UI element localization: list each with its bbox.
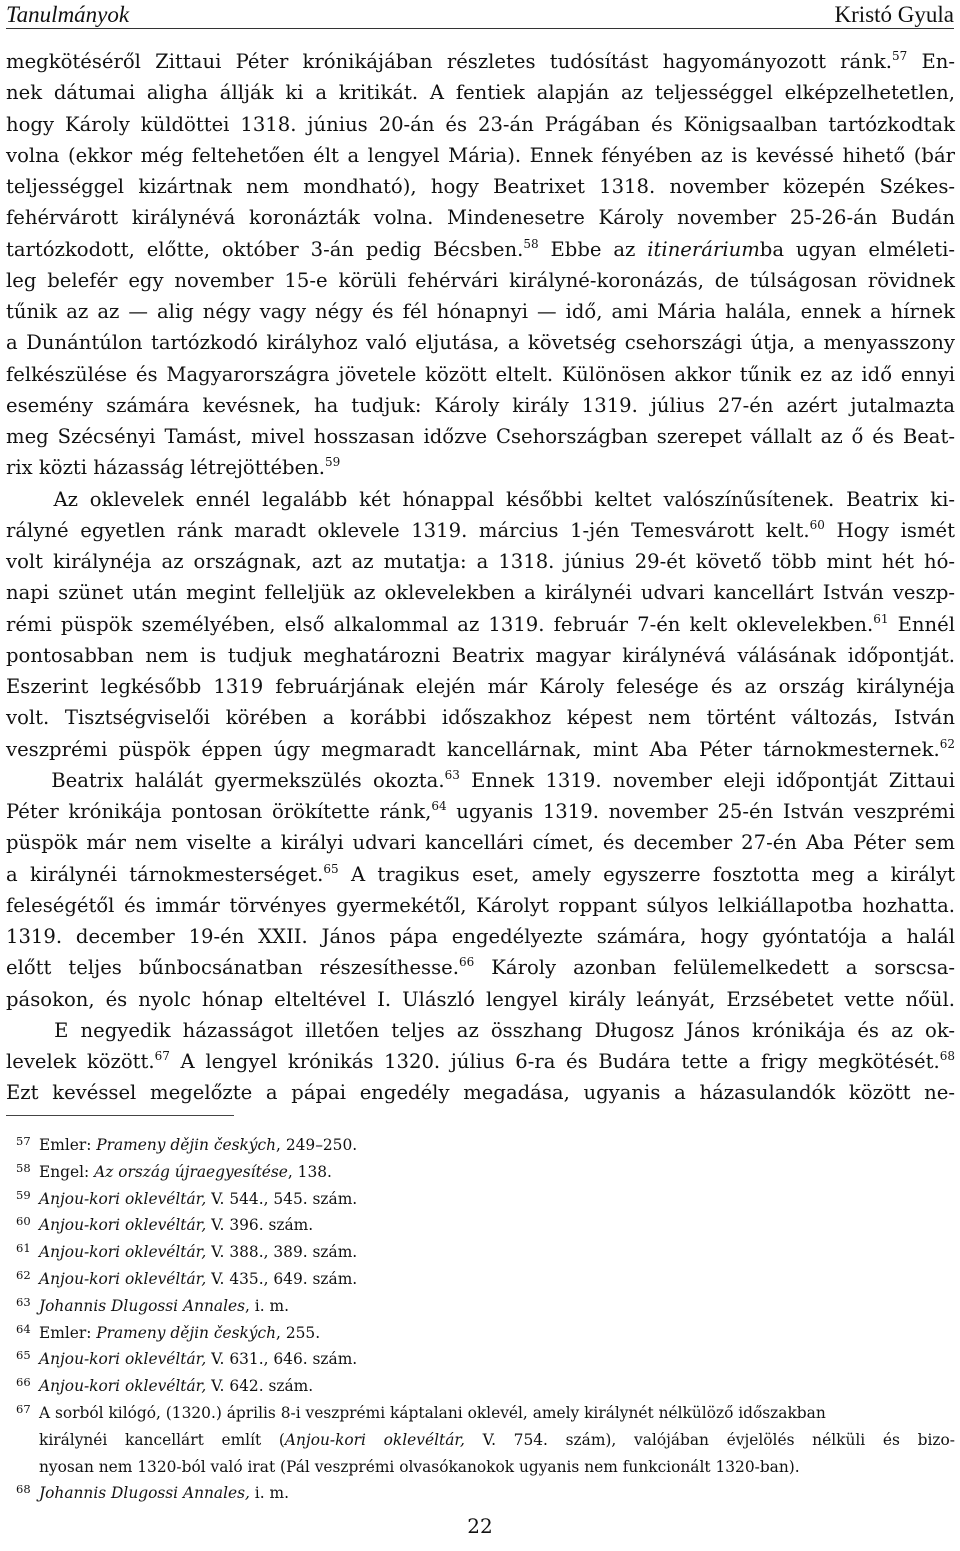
- footnote-reference-detail: V. 642. szám.: [206, 1377, 314, 1396]
- line-text: tűnik az az — alig négy vagy négy és fél hónapnyi — idő, ami Mária halála, ennek a hírnek: [6, 300, 955, 323]
- footnote-reference-detail: V. 388., 389. szám.: [206, 1243, 358, 1262]
- footnote-number: 67: [16, 1401, 31, 1416]
- line-text: A tragikus eset, amely egyszerre fosztotta meg a királyt: [338, 862, 956, 886]
- footnote: [6, 1266, 955, 1293]
- text-line: [6, 1015, 955, 1046]
- footnote-text: [39, 1400, 955, 1427]
- line-text: E negyedik házasságot illetően teljes az összhang Długosz János krónikája és az ok-: [6, 1018, 955, 1042]
- text-line: [6, 765, 955, 796]
- footnote-source-title: Prameny dějin českých: [96, 1323, 277, 1342]
- footnote: [6, 1159, 955, 1186]
- text-line: [6, 109, 955, 140]
- line-text: Eszerint legkésőbb 1319 februárjának elején már Károly felesége és az ország királynéja: [6, 675, 955, 698]
- footnote-number: 57: [16, 1134, 31, 1148]
- line-text: volna (ekkor még feltehetően élt a lengyel Mária). Ennek fényében az is kevéssé hihető (bár: [6, 143, 955, 167]
- footnote-number: 66: [16, 1375, 31, 1390]
- text-line: [6, 577, 955, 608]
- footnote-reference[interactable]: 61: [873, 611, 889, 626]
- text-line: [6, 1046, 955, 1077]
- footnote: [6, 1212, 955, 1239]
- footnote-reference-detail: V. 435., 649. szám.: [206, 1269, 358, 1288]
- line-text: Hogy ismét: [824, 518, 955, 542]
- line-text: Károly azonban felülemelkedett a sorscsa-: [474, 956, 955, 980]
- footnote-continuation: [39, 1427, 955, 1454]
- footnote-continuation: nyosan nem 1320-ból való irat (Pál veszprémi olvasókanokok ugyanis nem funkcionált 1320-ban).: [39, 1457, 800, 1476]
- line-text: nek dátumai aligha állják ki a kritikát. A fentiek alapján az teljességgel elképzelhetetlen,: [6, 81, 955, 105]
- footnote-reference[interactable]: 57: [891, 49, 908, 63]
- line-text: hogy Károly küldöttei 1318. június 20-án és 23-án Prágában és Königsaalban tartózkodtak: [6, 112, 955, 136]
- text-line: [6, 452, 955, 483]
- footnote-text: V. 754. szám), valójában évjelölés nélküli és bizo-: [464, 1430, 955, 1449]
- text-line: [6, 515, 955, 546]
- line-text: fehérvárott királynévá koronázták volna. Mindenesetre Károly november 25-26-án Budán: [6, 206, 955, 230]
- line-text: rályné egyetlen ránk maradt oklevele 1319. március 1-jén Temesvárott kelt.: [6, 518, 810, 542]
- footnotes: [6, 1132, 955, 1507]
- footnote-reference[interactable]: 68: [939, 1049, 955, 1063]
- footnote-source-title: Anjou-kori oklevéltár,: [39, 1377, 207, 1396]
- footnote-reference-detail: , i. m.: [245, 1296, 289, 1315]
- text-line: [6, 890, 955, 921]
- footnote-source-title: Anjou-kori oklevéltár,: [39, 1243, 207, 1262]
- footnote-reference-detail: V. 631., 646. szám.: [206, 1350, 358, 1369]
- footnote-reference-detail: , 249–250.: [276, 1136, 358, 1154]
- footnote-text: [39, 1373, 955, 1400]
- line-text: En-: [907, 50, 955, 73]
- footnote-source-title: Anjou-kori oklevéltár,: [284, 1430, 465, 1449]
- footnote-reference[interactable]: 65: [323, 861, 339, 876]
- line-text: feleségétől és immár törvényes gyermekétől, Károlyt roppant súlyos lelkiállapotba hozhatta.: [6, 893, 955, 917]
- footnote-reference-detail: V. 544., 545. szám.: [206, 1189, 358, 1208]
- italic-term: itinerárium: [647, 237, 760, 261]
- footnote-reference[interactable]: 63: [444, 767, 460, 782]
- line-text: ugyanis 1319. november 25-én István veszprémi: [446, 800, 955, 823]
- line-text: volt. Tisztségviselői körében a korábbi időszakhoz képest nem történt változás, István: [6, 706, 955, 730]
- line-text: rémi püspök személyében, első alkalommal az 1319. február 7-én kelt oklevelekben.: [6, 612, 874, 636]
- line-text: meg Szécsényi Tamást, mivel hosszasan időzve Csehországban szerepet vállalt az ő és Beat-: [6, 425, 955, 448]
- line-text: napi szünet után megint felleljük az oklevelekben a királynéi udvari kancellárt István veszp-: [6, 581, 955, 605]
- footnote-text: [39, 1132, 955, 1159]
- footnote: [6, 1186, 955, 1213]
- footnote-author: Engel:: [39, 1162, 95, 1181]
- text-line: [6, 265, 955, 296]
- line-text: rix közti házasság létrejöttében.: [6, 456, 326, 480]
- text-line: [6, 484, 955, 515]
- line-text: pásokon, és nyolc hónap elteltével I. Ulászló lengyel király leányát, Erzsébetet vette nőül.: [6, 987, 955, 1011]
- line-text: Beatrix halálát gyermekszülés okozta.: [6, 768, 445, 792]
- footnote-source-title: Az ország újraegyesítése: [94, 1162, 288, 1181]
- text-line: [6, 327, 955, 358]
- text-line: [6, 46, 955, 77]
- line-text: Ezt kevéssel megelőzte a pápai engedély megadása, ugyanis a házasulandók között ne-: [6, 1081, 955, 1105]
- footnote-text: királynéi kancellárt említ (: [39, 1430, 285, 1449]
- author-name: Kristó Gyula: [834, 2, 954, 27]
- footnote-reference[interactable]: 58: [523, 236, 539, 251]
- text-line: [6, 390, 955, 421]
- line-text: veszprémi püspök éppen úgy megmaradt kancellárnak, mint Aba Péter tárnokmesternek.: [6, 737, 940, 761]
- footnote-number: 58: [16, 1160, 31, 1175]
- footnote-number: 68: [16, 1482, 31, 1497]
- text-line: [6, 421, 955, 452]
- line-text: Ennél: [888, 612, 955, 636]
- footnote-author: A sorból kilógó, (1320.) április 8-i veszprémi káptalani oklevél, amely királynét nélkülöző időszakban: [39, 1403, 826, 1422]
- text-line: [6, 984, 955, 1015]
- line-text: előtt teljes bűnbocsánatban részesíthesse.: [6, 956, 459, 980]
- footnote-number: 65: [16, 1348, 31, 1363]
- footnote-number: 61: [16, 1241, 31, 1256]
- footnote: [6, 1400, 955, 1480]
- footnote: [6, 1239, 955, 1266]
- footnote-author: Emler:: [39, 1323, 97, 1342]
- footnote-source-title: Anjou-kori oklevéltár,: [39, 1269, 207, 1288]
- footnote-text: [39, 1293, 955, 1320]
- footnote: [6, 1293, 955, 1320]
- footnote-text: [39, 1320, 955, 1347]
- footnote-number: 63: [16, 1294, 31, 1309]
- text-line: [6, 859, 955, 890]
- text-line: [6, 77, 955, 108]
- line-text: püspök már nem viselte a királyi udvari kancellári címet, és december 27-én Aba Péter sem: [6, 831, 955, 855]
- line-text: teljességgel kizártnak nem mondható), hogy Beatrixet 1318. november közepén Székes-: [6, 175, 955, 198]
- footnote-author: Emler:: [39, 1136, 97, 1154]
- footnote-text: [39, 1186, 955, 1213]
- line-text: megkötéséről Zittaui Péter krónikájában részletes tudósítást hagyományozott ránk.: [6, 50, 892, 73]
- footnote-reference[interactable]: 62: [939, 736, 955, 751]
- text-line: [6, 359, 955, 390]
- body-text: [6, 46, 955, 1109]
- footnote-number: 64: [16, 1321, 31, 1336]
- text-line: [6, 546, 955, 577]
- line-text: volt királynéja az országnak, azt az mutatja: a 1318. június 29-ét követő több mint hét hó-: [6, 550, 955, 573]
- footnote: [6, 1320, 955, 1347]
- line-text: 1319. december 19-én XXII. János pápa engedélyezte számára, hogy gyóntatója a halál: [6, 925, 955, 948]
- footnote: [6, 1373, 955, 1400]
- text-line: [6, 827, 955, 858]
- line-text: tartózkodott, előtte, október 3-án pedig Bécsben.: [6, 237, 524, 261]
- text-line: [6, 202, 955, 233]
- line-text: Ennek 1319. november eleji időpontját Zittaui: [459, 768, 956, 792]
- footnote-number: 62: [16, 1267, 31, 1282]
- text-line: [6, 296, 955, 327]
- page-number: 22: [467, 1514, 493, 1538]
- line-text: A lengyel krónikás 1320. július 6-ra és Budára tette a frigy megkötését.: [169, 1050, 940, 1073]
- line-text: a királynéi tárnokmesterséget.: [6, 862, 324, 886]
- footnote-divider: [6, 1115, 234, 1116]
- line-text: a Dunántúlon tartózkodó királyhoz való eljutása, a követség csehországi útja, a menyasszony: [6, 331, 955, 355]
- text-line: [6, 671, 955, 702]
- footnote-number: 60: [16, 1214, 31, 1229]
- line-text: Az oklevelek ennél legalább két hónappal későbbi keltet valószínűsítenek. Beatrix ki-: [6, 487, 955, 511]
- footnote: [6, 1480, 955, 1507]
- footnote: [6, 1346, 955, 1373]
- footnote-number: 59: [16, 1187, 31, 1202]
- text-line: [6, 702, 955, 733]
- footnote-reference[interactable]: 67: [154, 1049, 170, 1063]
- line-text: levelek között.: [6, 1050, 155, 1073]
- text-line: [6, 140, 955, 171]
- line-text: Ebbe az: [538, 237, 648, 261]
- footnote-text: [39, 1159, 955, 1186]
- footnote-source-title: Anjou-kori oklevéltár,: [39, 1216, 207, 1235]
- footnote-source-title: Johannis Dlugossi Annales,: [39, 1484, 250, 1503]
- footnote-source-title: Johannis Dlugossi Annales: [39, 1296, 246, 1315]
- text-line: [6, 734, 955, 765]
- footnote-text: [39, 1480, 955, 1507]
- footnote-reference[interactable]: 64: [431, 799, 447, 813]
- footnote-reference-detail: V. 396. szám.: [206, 1216, 314, 1235]
- text-line: [6, 1077, 955, 1108]
- footnote-source-title: Prameny dějin českých: [96, 1136, 277, 1154]
- text-line: [6, 952, 955, 983]
- footnote-source-title: Anjou-kori oklevéltár,: [39, 1350, 207, 1369]
- text-line: [6, 609, 955, 640]
- footnote-reference[interactable]: 60: [809, 517, 825, 532]
- footnote-source-title: Anjou-kori oklevéltár,: [39, 1189, 207, 1208]
- text-line: [6, 921, 955, 952]
- line-text: pontosabban nem is tudjuk meghatározni Beatrix magyar királynévá válásának időpontját.: [6, 643, 955, 667]
- line-text: Péter krónikája pontosan örökítette ránk,: [6, 800, 432, 823]
- footnote-reference-detail: i. m.: [249, 1484, 289, 1503]
- line-text: esemény számára kevésnek, ha tudjuk: Károly király 1319. július 27-én azért jutalmazta: [6, 393, 955, 417]
- line-text: felkészülése és Magyarországra jövetele között eltelt. Különösen akkor tűnik ez az idő ennyi: [6, 362, 955, 386]
- footnote-reference[interactable]: 66: [458, 955, 475, 970]
- footnote-text: [39, 1266, 955, 1293]
- footnote: [6, 1132, 955, 1159]
- footnote-text: [39, 1212, 955, 1239]
- footnote-reference-detail: , 138.: [287, 1162, 332, 1181]
- text-line: [6, 234, 955, 265]
- footnote-reference-detail: , 255.: [276, 1323, 321, 1342]
- text-line: [6, 796, 955, 827]
- footnote-reference[interactable]: 59: [325, 455, 341, 470]
- section-title: Tanulmányok: [6, 2, 130, 27]
- text-line: [6, 640, 955, 671]
- line-text: ba ugyan elméleti-: [759, 237, 955, 261]
- footnote-text: [39, 1239, 955, 1266]
- line-text: leg belefér egy november 15-e körüli fehérvári királyné-koronázás, de túlságosan rövidnek: [6, 268, 955, 292]
- page-header: [6, 0, 954, 29]
- text-line: [6, 171, 955, 202]
- footnote-text: [39, 1346, 955, 1373]
